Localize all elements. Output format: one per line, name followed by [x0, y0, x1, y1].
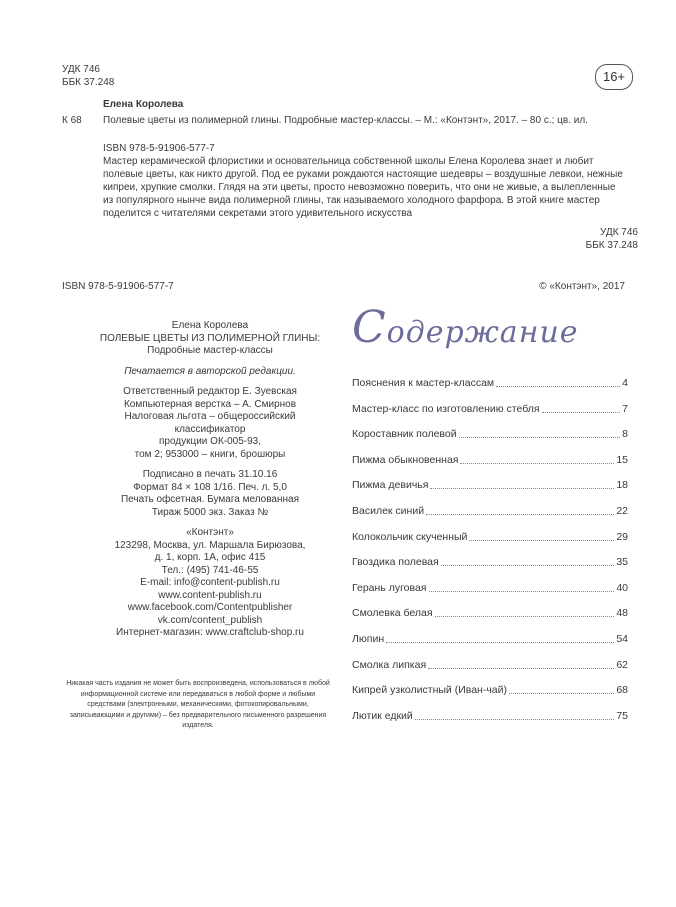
toc-item-label: Пижма девичья — [352, 479, 429, 492]
imprint-subtitle: Подробные мастер-классы — [147, 345, 273, 356]
toc-item — [352, 632, 628, 646]
toc-item-page: 29 — [616, 530, 628, 543]
toc-item — [352, 555, 628, 569]
udk-code: УДК 746 — [62, 64, 100, 75]
toc-item — [352, 402, 628, 416]
toc-leader-dots — [430, 478, 614, 489]
run-line: Тираж 5000 экз. Заказ № — [151, 506, 269, 518]
toc-leader-dots — [542, 402, 621, 413]
toc-leader-dots — [429, 581, 615, 592]
vk-line: vk.com/content_publish — [157, 614, 263, 626]
toc-item-page: 18 — [616, 479, 628, 492]
bbk-code: ББК 37.248 — [585, 240, 638, 251]
udk-block-top — [62, 63, 114, 89]
toc-leader-dots — [428, 658, 614, 669]
toc-item-page: 4 — [622, 377, 628, 389]
phone-line: Тел.: (495) 741-46-55 — [161, 564, 259, 576]
toc-leader-dots — [496, 376, 620, 387]
author-mark: К 68 — [62, 115, 82, 126]
toc-item-page: 8 — [622, 428, 628, 441]
toc-item-page: 62 — [616, 658, 628, 671]
toc-item-label: Лютик едкий — [352, 709, 413, 722]
toc-leader-dots — [469, 530, 614, 541]
website-line: www.content-publish.ru — [158, 589, 262, 601]
editor-credit: Ответственный редактор Е. Зуевская — [123, 386, 297, 397]
format-line: Формат 84 × 108 1/16. Печ. л. 5,0 — [133, 481, 287, 493]
facebook-line: www.facebook.com/Contentpublisher — [127, 602, 293, 613]
toc-leader-dots — [435, 606, 615, 617]
toc-item-page: 68 — [616, 684, 628, 697]
toc-item-label: Герань луговая — [352, 581, 427, 594]
layout-credit: Компьютерная верстка – А. Смирнов — [123, 398, 297, 410]
toc-item — [352, 376, 628, 390]
imprint-author: Елена Королева — [171, 320, 249, 331]
address-line: 123298, Москва, ул. Маршала Бирюзова, — [114, 539, 306, 551]
toc-leader-dots — [426, 504, 614, 515]
toc-leader-dots — [441, 555, 615, 566]
toc-item-label: Смолка липкая — [352, 658, 427, 671]
toc-item — [352, 427, 628, 441]
toc-item-page: 54 — [616, 633, 628, 645]
udk-block-right — [560, 226, 638, 252]
toc-item-label: Пижма обыкновенная — [352, 453, 459, 466]
toc-item — [352, 683, 628, 697]
shop-line: Интернет-магазин: www.craftclub-shop.ru — [116, 627, 304, 638]
toc-title-rest: одержание — [386, 315, 579, 350]
toc-item-page: 22 — [616, 505, 628, 517]
address-line: д. 1, корп. 1А, офис 415 — [154, 552, 266, 563]
toc-title-initial: С — [352, 302, 387, 353]
toc-leader-dots — [386, 632, 614, 643]
toc-leader-dots — [459, 427, 621, 438]
age-rating-badge: 16+ — [595, 64, 633, 90]
toc-item-label: Пояснения к мастер-классам — [352, 377, 495, 389]
imprint-title: ПОЛЕВЫЕ ЦВЕТЫ ИЗ ПОЛИМЕРНОЙ ГЛИНЫ: — [99, 332, 321, 344]
toc-item — [352, 658, 628, 672]
legal-notice: Никакая часть издания не может быть воспроизведена, использоваться в любой информационной системе или передаваться в любой форме и любыми средствами (электронными, механическими, фотокопировальными, записывающими и другими) – без предварительного письменного разрешения издателя. — [66, 680, 330, 729]
toc-item-page: 40 — [616, 581, 628, 594]
bbk-code: ББК 37.248 — [62, 77, 115, 88]
isbn-bottom: ISBN 978-5-91906-577-7 — [62, 281, 174, 292]
tax-line: Налоговая льгота – общероссийский классификатор — [124, 411, 296, 435]
toc-leader-dots — [415, 709, 615, 720]
toc-item-page: 48 — [616, 607, 628, 620]
tax-line: том 2; 953000 – книги, брошюры — [134, 448, 286, 460]
toc-item — [352, 504, 628, 518]
isbn-top: ISBN 978-5-91906-577-7 — [103, 143, 215, 154]
toc-item-label: Мастер-класс по изготовлению стебля — [352, 402, 540, 415]
toc-leader-dots — [460, 453, 614, 464]
toc-item-label: Гвоздика полевая — [352, 556, 439, 569]
tax-line: продукции ОК-005-93, — [158, 436, 262, 447]
udk-code: УДК 746 — [600, 227, 638, 238]
toc-item — [352, 453, 628, 467]
toc-item-page: 35 — [616, 556, 628, 569]
toc-item-page: 15 — [616, 453, 628, 466]
toc-item-page: 75 — [616, 709, 628, 722]
signed-date: Подписано в печать 31.10.16 — [142, 469, 278, 480]
toc-item — [352, 530, 628, 544]
toc-item — [352, 581, 628, 595]
print-line: Печать офсетная. Бумага мелованная — [120, 494, 300, 505]
toc-item-label: Люпин — [352, 633, 385, 645]
catalog-author: Елена Королева — [103, 99, 184, 110]
toc-item — [352, 478, 628, 492]
toc-item — [352, 606, 628, 620]
copyright: © «Контэнт», 2017 — [539, 281, 625, 292]
toc-item-label: Короставник полевой — [352, 428, 457, 441]
imprint-block — [95, 320, 325, 640]
toc-leader-dots — [509, 683, 614, 694]
toc-item — [352, 709, 628, 723]
toc-item-page: 7 — [622, 402, 628, 415]
toc-item-label: Кипрей узколистный (Иван-чай) — [352, 684, 508, 697]
toc-title — [352, 302, 579, 353]
toc-item-label: Колокольчик скученный — [352, 530, 468, 543]
email-line: E-mail: info@content-publish.ru — [140, 577, 280, 588]
publisher-name: «Контэнт» — [186, 527, 234, 538]
edition-note: Печатается в авторской редакции. — [124, 365, 296, 377]
bibliographic-line: Полевые цветы из полимерной глины. Подробные мастер-классы. – М.: «Контэнт», 2017. – 80 с.; цв. ил. — [103, 115, 588, 126]
annotation-text: Мастер керамической флористики и основательница собственной школы Елена Королева знает и любит полевые цветы, как никто другой. Под ее руками рождаются настоящие шедевры – воздушные левкои, нежные кипреи, хрупкие смолки. Глядя на эти цветы, просто невозможно поверить, что они не живые, а вылепленные из популярного нынче вида полимерной глины, так называемого холодного фарфора. В этой книге мастер поделится с читателями секретами этого удивительного искусства — [103, 156, 623, 219]
toc-item-label: Василек синий — [352, 505, 425, 517]
toc-item-label: Смолевка белая — [352, 607, 433, 620]
